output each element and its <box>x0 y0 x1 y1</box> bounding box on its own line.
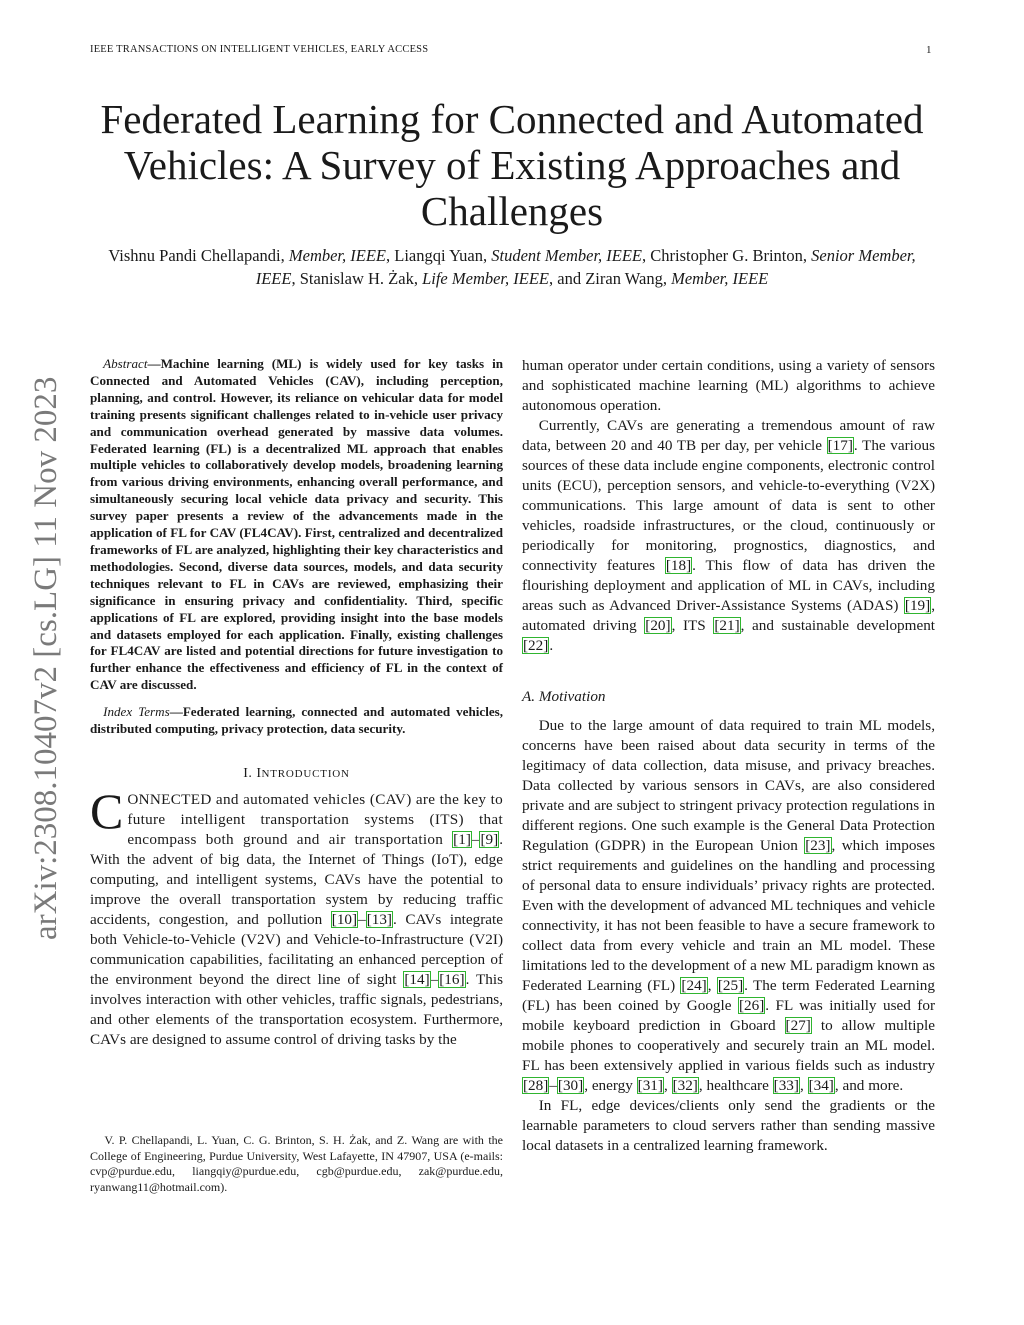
citation-link[interactable]: [10] <box>331 910 358 928</box>
author-name: , Christopher G. Brinton, <box>642 246 808 265</box>
author-role: Life Member, IEEE <box>422 269 550 288</box>
paragraph: In FL, edge devices/clients only send the gradients or the learnable parameters to cloud servers rather than sending massive local datasets in a centralized learning framework. <box>522 1097 935 1154</box>
index-terms-label: Index Terms <box>103 704 170 720</box>
citation-link[interactable]: [32] <box>672 1077 698 1094</box>
left-column <box>90 356 503 1050</box>
citation-link[interactable]: [34] <box>808 1077 834 1094</box>
author-name: , Liangqi Yuan, <box>386 246 488 265</box>
paragraph: human operator under certain conditions, using a variety of sensors and sophisticated machine learning (ML) algorithms to achieve autonomous operation. <box>522 357 935 414</box>
citation-link[interactable]: [16] <box>439 970 465 988</box>
index-terms <box>90 704 503 738</box>
citation-link[interactable]: [22] <box>523 637 549 654</box>
citation-link[interactable]: [28] <box>523 1077 549 1094</box>
citation-link[interactable]: [33] <box>773 1077 799 1094</box>
right-column <box>522 356 935 1156</box>
citation-link[interactable]: [21] <box>714 617 740 634</box>
author-name: , and Ziran Wang, <box>549 269 667 288</box>
citation-link[interactable]: [1] <box>453 830 471 848</box>
paragraph: Due to the large amount of data required to train ML models, concerns have been raised about data security in terms of the legitimacy of data collection, data misuse, and privacy breaches. Data collected by various sensors in CAVs, are also considered private and are subject to stringent privacy protection regulations in different regions. One such example is the General Data Protection Regulation (GDPR) in the European Union [23], which imposes strict requirements and guidelines on the handling and processing of personal data to ensure individuals’ privacy rights are protected. Even with the development of advanced ML techniques and vehicle connectivity, it has not been feasible to have a secure framework to collect data from every vehicle and train an ML model. These limitations led to the development of a new ML paradigm known as Federated Learning (FL) [24], [25]. The term Federated Learning (FL) has been coined by Google [26]. FL was initially used for mobile keyboard prediction in Gboard [27] to allow multiple mobile phones to cooperatively and securely train an ML model. FL has been extensively applied in various fields such as industry [28]–[30], energy [31], [32], healthcare [33], [34], and more. <box>522 717 936 1094</box>
citation-link[interactable]: [23] <box>805 837 831 854</box>
arxiv-stamp: arXiv:2308.10407v2 [cs.LG] 11 Nov 2023 <box>28 376 64 940</box>
author-name: Vishnu Pandi Chellapandi, <box>108 246 285 265</box>
citation-link[interactable]: [17] <box>827 437 853 454</box>
citation-link[interactable]: [27] <box>785 1017 811 1034</box>
paragraph: Currently, CAVs are generating a tremendous amount of raw data, between 20 and 40 TB per day, per vehicle [17]. The various sources of these data include engine components, electronic control units (ECU), perception sensors, and vehicle-to-everything (V2X) communications. This large amount of data is sent to other vehicles, roadside infrastructures, or the cloud, continuously or periodically for monitoring, prognostics, diagnostics, and connectivity features [18]. This flow of data has driven the flourishing deployment and application of ML in CAVs, including areas such as Advanced Driver-Assistance Systems (ADAS) [19], automated driving [20], ITS [21], and sustainable development [22]. <box>522 417 936 654</box>
citation-link[interactable]: [31] <box>637 1077 663 1094</box>
citation-link[interactable]: [24] <box>681 977 707 994</box>
citation-link[interactable]: [18] <box>665 557 692 574</box>
subsection-heading-motivation: A. Motivation <box>522 688 606 705</box>
citation-link[interactable]: [20] <box>645 617 671 634</box>
index-terms-text: —Federated learning, connected and automated vehicles, distributed computing, privacy protection, data security. <box>90 704 504 737</box>
author-role: Student Member, IEEE <box>491 246 643 265</box>
author-role: Member, IEEE <box>288 246 387 265</box>
abstract-label: Abstract <box>103 356 148 371</box>
citation-link[interactable]: [25] <box>717 977 744 994</box>
paper-title: Federated Learning for Connected and Automated Vehicles: A Survey of Existing Approaches and Challenges <box>100 96 924 234</box>
section-heading-introduction: I. INTRODUCTION <box>243 765 350 781</box>
page-number: 1 <box>926 44 932 56</box>
citation-link[interactable]: [30] <box>557 1077 584 1094</box>
citation-link[interactable]: [19] <box>904 597 931 614</box>
abstract <box>90 356 503 694</box>
citation-link[interactable]: [26] <box>738 997 765 1014</box>
citation-link[interactable]: [9] <box>480 830 499 848</box>
citation-link[interactable]: [14] <box>404 970 430 988</box>
author-role: Senior Member, IEEE <box>255 246 916 288</box>
drop-cap: C <box>90 782 124 839</box>
author-role: Member, IEEE <box>671 269 769 288</box>
abstract-text: —Machine learning (ML) is widely used for key tasks in Connected and Automated Vehicles (CAV), including perception, planning, and control. However, its reliance on vehicular data for model training presents significant challenges related to in-vehicle user privacy and communication overhead generated by massive data volumes. Federated learning (FL) is a decentralized ML approach that enables multiple vehicles to collaboratively develop models, broadening learning from various driving environments, enhancing overall performance, and simultaneously securing local vehicle data privacy and security. This survey paper presents a review of the advancements made in the application of FL for CAV (FL4CAV). First, centralized and decentralized frameworks of FL are analyzed, highlighting their key characteristics and methodologies. Second, diverse data sources, models, and data security techniques relevant to FL in CAVs are reviewed, emphasizing their significance in ensuring privacy and confidentiality. Third, specific applications of FL are explored, providing insight into the base models and datasets employed for each application. Finally, existing challenges for FL4CAV are listed and potential directions for future investigation to further enhance the effectiveness and efficiency of FL in the context of CAV are discussed. <box>90 356 503 693</box>
intro-paragraph: CONNECTED and automated vehicles (CAV) are the key to future intelligent transportation systems (ITS) that encompass both ground and air transportation [1]–[9]. With the advent of big data, the Internet of Things (IoT), edge computing, and intelligent systems, CAVs have the potential to improve the overall transportation system by reducing traffic accidents, congestion, and pollution [10]–[13]. CAVs integrate both Vehicle-to-Vehicle (V2V) and Vehicle-to-Infrastructure (V2I) communication capabilities, facilitating an enhanced perception of the environment beyond the direct line of sight [14]–[16]. This involves interaction with other vehicles, traffic signals, pedestrians, and other elements of the transportation ecosystem. Furthermore, CAVs are designed to assume control of driving tasks by the <box>90 782 503 1048</box>
author-list <box>90 244 934 290</box>
author-name: , Stanislaw H. Żak, <box>291 269 418 288</box>
running-head: IEEE TRANSACTIONS ON INTELLIGENT VEHICLES, EARLY ACCESS <box>90 44 429 55</box>
affiliation-footnote: V. P. Chellapandi, L. Yuan, C. G. Brinton, S. H. Żak, and Z. Wang are with the College of Engineering, Purdue University, West Lafayette, IN 47907, USA (e-mails: cvp@purdue.edu, liangqiy@purdue.edu, cgb@purdue.edu, zak@purdue.edu, ryanwang11@hotmail.com). <box>90 1133 503 1194</box>
citation-link[interactable]: [13] <box>366 910 392 928</box>
